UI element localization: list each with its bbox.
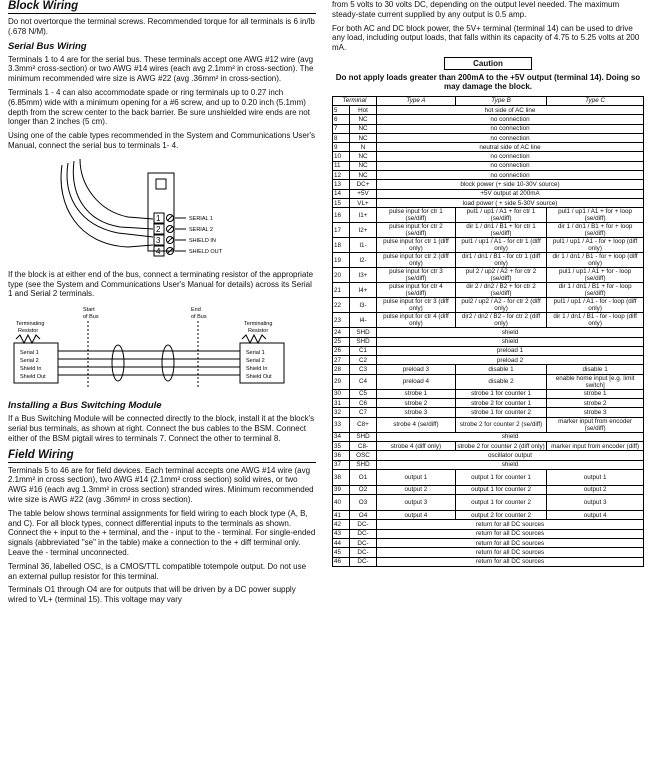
term-num-4: 4 <box>156 246 161 256</box>
table-row <box>333 313 644 328</box>
block-wiring-text: Do not overtorque the terminal screws. Recommended torque for all terminals is 6 in/lb (.678 N/M). <box>8 17 315 36</box>
header-terminal: Terminal <box>333 96 377 105</box>
table-row <box>333 441 644 450</box>
table-row <box>333 124 644 133</box>
left-column <box>8 0 316 609</box>
terminal-label: I2+ <box>350 223 377 238</box>
terminal-number: 28 <box>333 365 350 374</box>
terminal-label: OSC <box>350 451 377 460</box>
terminal-label: NC <box>350 133 377 142</box>
right-term-serial2: Serial 2 <box>246 358 265 365</box>
terminal-label: C3 <box>350 365 377 374</box>
type-b-cell: pul 2 / up2 / A2 + for ctr 2 (se/diff) <box>455 268 546 283</box>
terminal-number: 43 <box>333 529 350 538</box>
header-type-b: Type B <box>455 96 546 105</box>
type-c-cell: marker input from encoder (se/diff) <box>547 417 644 432</box>
resistor-right-icon <box>242 335 266 343</box>
terminal-label: I3- <box>350 298 377 313</box>
terminal-number: 32 <box>333 408 350 417</box>
type-b-cell: output 1 for counter 2 <box>455 495 546 511</box>
term-label-shield-out: SHIELD OUT <box>189 248 223 255</box>
type-b-cell: disable 1 <box>455 365 546 374</box>
bus-switching-text: If a Bus Switching Module will be connected directly to the block, install it at the block's serial bus terminals, as shown at right. Connect the bus cables to the BSM. Connect either of the BSM pigtail wires to terminals 7. Connect the other to terminal 8. <box>8 414 315 443</box>
table-row <box>333 238 644 253</box>
left-term-serial2: Serial 2 <box>20 358 39 365</box>
terminal-function: return for all DC sources <box>377 539 644 548</box>
terminal-number: 42 <box>333 520 350 529</box>
table-row <box>333 529 644 538</box>
type-b-cell: strobe 2 for counter 2 (diff only) <box>457 442 545 450</box>
type-b-cell: dir1 / dn1 / B1 - for ctr 1 (diff only) <box>455 253 546 268</box>
terminal-label: C1 <box>350 346 377 355</box>
voltage-text: from 5 volts to 30 volts DC, depending on the output level needed. The maximum steady-state current supplied by any output is 0.5 amp. <box>332 0 620 19</box>
type-a-cell: output 1 <box>377 469 456 485</box>
table-row <box>333 417 644 432</box>
left-term-shield-in: Shield In <box>20 366 42 373</box>
type-b-cell: pul1 / up1 / A1 + for ctr 1 (se/diff) <box>455 208 546 223</box>
terminal-label: C8+ <box>350 417 377 432</box>
term-num-3: 3 <box>156 235 161 245</box>
terminal-number: 15 <box>333 198 350 207</box>
terminal-number: 10 <box>333 152 350 161</box>
type-c-cell: dir 1 / dn1 / B1 - for + loop (diff only) <box>547 253 644 268</box>
terminal-function: no connection <box>377 171 644 180</box>
type-c-cell: strobe 2 <box>547 399 644 408</box>
type-c-cell: dir 1 / dn1 / B1 + for - loop (se/diff) <box>547 283 644 298</box>
header-type-a: Type A <box>377 96 456 105</box>
terminal-label: SHD <box>350 328 377 337</box>
type-b-cell: disable 2 <box>455 374 546 389</box>
right-term-shield-in: Shield In <box>246 366 268 373</box>
terminal-number: 6 <box>333 115 350 124</box>
bus-termination-diagram <box>8 303 316 397</box>
terminal-number: 29 <box>333 374 350 389</box>
type-c-cell: dir 1 / dn1 / B1 - for - loop (diff only) <box>547 313 644 328</box>
block-wiring-heading: Block Wiring <box>8 0 316 14</box>
type-c-cell: pul1 / up1 / A1 - for - loop (diff only) <box>547 298 644 313</box>
terminal-label: O3 <box>350 495 377 511</box>
terminal-function: load power ( + side 5-30V source) <box>377 198 644 207</box>
type-b-cell: strobe 1 for counter 2 <box>455 408 546 417</box>
terminal-label: DC- <box>350 520 377 529</box>
field-wiring-text-2: The table below shows terminal assignments for field wiring to each block type (A, B, and C). For all block types, connect differential inputs to the terminals as shown. Connect the + input to the + terminal, and the - input to the - terminal. For single-ended signals (abbreviated "se" in the table) make a connection to the + diff terminal only. Leave the - terminal unconnected. <box>8 508 316 557</box>
table-row <box>333 365 644 374</box>
header-type-c: Type C <box>547 96 644 105</box>
table-row <box>333 511 644 520</box>
term-num-1: 1 <box>156 213 161 223</box>
terminal-label: DC+ <box>350 180 377 189</box>
terminating-text: If the block is at either end of the bus, connect a terminating resistor of the appropriate type (see the System and Communications User's Manual for details) across its Serial 1 and Serial 2 terminals. <box>8 269 314 299</box>
type-b-cell: strobe 2 for counter 2 (se/diff) <box>455 417 546 432</box>
terminal-label: NC <box>350 115 377 124</box>
table-row <box>333 548 644 557</box>
terminal-number: 24 <box>333 328 350 337</box>
right-term-serial1: Serial 1 <box>246 350 265 357</box>
caution-box: Caution <box>444 57 532 70</box>
table-row <box>333 298 644 313</box>
type-c-cell: strobe 1 <box>547 389 644 398</box>
terminal-label: O2 <box>350 485 377 494</box>
end-label-1: End <box>191 307 201 314</box>
terminal-label: C5 <box>350 389 377 398</box>
terminal-label: SHD <box>350 460 377 469</box>
table-row <box>333 198 644 207</box>
table-row <box>333 451 644 460</box>
table-row <box>333 520 644 529</box>
term-label-shield-in: SHIELD IN <box>189 237 216 244</box>
terminal-label: NC <box>350 161 377 170</box>
terminal-function: preload 1 <box>377 346 644 355</box>
end-label-2: of Bus <box>191 314 207 321</box>
terminal-label: Hot <box>350 105 377 114</box>
terminal-label: O1 <box>350 469 377 485</box>
terminal-label: DC- <box>350 557 377 566</box>
type-b-cell: output 1 for counter 2 <box>455 485 546 494</box>
type-a-cell: strobe 4 (diff only) <box>377 441 456 450</box>
terminal-number: 23 <box>333 313 350 328</box>
table-row <box>333 399 644 408</box>
table-row <box>333 408 644 417</box>
field-wiring-heading: Field Wiring <box>8 449 316 463</box>
terminal-label: DC- <box>350 539 377 548</box>
table-row <box>333 143 644 152</box>
terminal-label: C8- <box>350 441 377 450</box>
terminal-function: hot side of AC line <box>377 105 644 114</box>
terminal-number: 9 <box>333 143 350 152</box>
term-label-serial2: SERIAL 2 <box>189 226 213 233</box>
terminal-function: no connection <box>377 152 644 161</box>
terminal-function: shield <box>377 432 644 441</box>
terminal-label: C2 <box>350 356 377 365</box>
terminal-function: no connection <box>377 161 644 170</box>
terminal-label: O4 <box>350 511 377 520</box>
terminal-label: I4+ <box>350 283 377 298</box>
terminal-number: 14 <box>333 189 350 198</box>
table-row <box>333 389 644 398</box>
terminal-number: 25 <box>333 337 350 346</box>
terminal-number: 18 <box>333 238 350 253</box>
type-c-cell: enable home input [e.g. limit switch] <box>547 374 644 389</box>
type-a-cell: strobe 3 <box>377 408 456 417</box>
table-row <box>333 283 644 298</box>
type-a-cell: preload 4 <box>377 374 456 389</box>
serial-bus-heading: Serial Bus Wiring <box>8 40 87 52</box>
table-row <box>333 268 644 283</box>
terminal-number: 17 <box>333 223 350 238</box>
table-row <box>333 539 644 548</box>
terminal-number: 27 <box>333 356 350 365</box>
table-row <box>333 152 644 161</box>
terminal-number: 45 <box>333 548 350 557</box>
type-c-cell: disable 1 <box>547 365 644 374</box>
terminal-function: shield <box>377 328 644 337</box>
terminal-number: 21 <box>333 283 350 298</box>
field-wiring-text-3: Terminal 36, labelled OSC, is a CMOS/TTL compatible totempole output. Do not use an external pullup resistor for this terminal. <box>8 561 307 581</box>
table-row <box>333 105 644 114</box>
resistor-label-right-2: Resistor <box>248 328 269 335</box>
screw-icons <box>167 214 174 254</box>
terminal-wiring-diagram <box>8 155 316 267</box>
type-a-cell: pulse input for ctr 2 (se/diff) <box>377 223 456 238</box>
type-a-cell: pulse input for ctr 1 (se/diff) <box>377 208 456 223</box>
serial-bus-text-3: Using one of the cable types recommended in the System and Communications User's Manual, connect the serial bus to terminals 1- 4. <box>8 131 316 150</box>
type-a-cell: output 3 <box>377 495 456 511</box>
terminal-label: I4- <box>350 313 377 328</box>
type-c-cell: marker input from encoder (diff) <box>547 441 644 450</box>
type-c-cell: output 4 <box>547 511 644 520</box>
table-row <box>333 356 644 365</box>
terminal-number: 30 <box>333 389 350 398</box>
terminal-label: VL+ <box>350 198 377 207</box>
terminal-number: 22 <box>333 298 350 313</box>
start-label-2: of Bus <box>83 314 99 321</box>
terminal-function: oscillator output <box>377 451 644 460</box>
type-a-cell: pulse input for ctr 1 (diff only) <box>377 238 456 253</box>
table-row <box>333 460 644 469</box>
terminal-number: 8 <box>333 133 350 142</box>
type-a-cell: pulse input for ctr 3 (se/diff) <box>377 268 456 283</box>
table-row <box>333 328 644 337</box>
type-c-cell: strobe 3 <box>547 408 644 417</box>
terminal-label: SHD <box>350 432 377 441</box>
serial-bus-text-1: Terminals 1 to 4 are for the serial bus. These terminals accept one AWG #12 wire (avg 3.3mm² cross-section) or two AWG #14 wires (each avg 2.1mm² in cross-section). The minimum recommended wire size is AWG #22 (avg .36mm² in cross-section). <box>8 54 314 84</box>
table-row <box>333 253 644 268</box>
terminal-function: preload 2 <box>377 356 644 365</box>
type-b-cell: pul2 / up2 / A2 - for ctr 2 (diff only) <box>455 298 546 313</box>
table-row <box>333 161 644 170</box>
terminal-number: 37 <box>333 460 350 469</box>
terminal-label: C4 <box>350 374 377 389</box>
type-c-cell: output 2 <box>547 485 644 494</box>
terminal-number: 5 <box>333 105 350 114</box>
type-a-cell: pulse input for ctr 2 (diff only) <box>377 253 456 268</box>
terminal-function: return for all DC sources <box>377 548 644 557</box>
table-row <box>333 346 644 355</box>
table-row <box>333 557 644 566</box>
terminal-label: I1+ <box>350 208 377 223</box>
warning-text: Do not apply loads greater than 200mA to the +5V output (terminal 14). Doing so may damage the block. <box>335 72 641 92</box>
terminal-number: 16 <box>333 208 350 223</box>
type-b-cell: dir2 / dn2 / B2 - for ctr 2 (diff only) <box>455 313 546 328</box>
terminal-assignment-table <box>332 96 644 567</box>
type-b-cell: pul1 / up1 / A1 - for ctr 1 (diff only) <box>455 238 546 253</box>
type-a-cell: strobe 1 <box>377 389 456 398</box>
type-c-cell: dir 1 / dn1 / B1 + for + loop (se/diff) <box>547 223 644 238</box>
terminal-label: I3+ <box>350 268 377 283</box>
terminal-number: 33 <box>333 417 350 432</box>
table-row <box>333 485 644 494</box>
terminal-label: NC <box>350 152 377 161</box>
type-a-cell: pulse input for ctr 4 (se/diff) <box>377 283 456 298</box>
terminal-function: no connection <box>377 133 644 142</box>
terminal-function: return for all DC sources <box>377 520 644 529</box>
type-a-cell: pulse input for ctr 3 (diff only) <box>377 298 456 313</box>
terminal-function: return for all DC sources <box>377 557 644 566</box>
table-row <box>333 208 644 223</box>
type-b-cell: output 1 for counter 1 <box>455 469 546 485</box>
resistor-left-icon <box>16 335 40 343</box>
terminal-number: 34 <box>333 432 350 441</box>
resistor-label-left-2: Resistor <box>18 328 39 335</box>
right-term-shield-out: Shield Out <box>246 374 272 381</box>
bus-switching-heading: Installing a Bus Switching Module <box>8 400 162 412</box>
terminal-number: 39 <box>333 485 350 494</box>
type-a-cell: preload 3 <box>377 365 456 374</box>
field-wiring-text-4: Terminals O1 through O4 are for outputs that will be driven by a DC power supply wired to VL+ (terminal 15). This voltage may vary <box>8 585 296 605</box>
type-b-cell: output 2 for counter 2 <box>455 511 546 520</box>
terminal-number: 41 <box>333 511 350 520</box>
terminal-function: no connection <box>377 124 644 133</box>
type-a-cell: strobe 2 <box>377 399 456 408</box>
start-label-1: Start <box>83 307 95 314</box>
table-header-row <box>333 96 644 105</box>
terminal-label: NC <box>350 171 377 180</box>
terminal-function: block power (+ side 10-30V source) <box>377 180 644 189</box>
terminal-label: C7 <box>350 408 377 417</box>
type-c-cell: pul1 / up1 / A1 - for + loop (diff only) <box>547 238 644 253</box>
terminal-number: 26 <box>333 346 350 355</box>
terminal-numbers <box>154 213 164 256</box>
terminal-label: C6 <box>350 399 377 408</box>
terminal-number: 44 <box>333 539 350 548</box>
type-b-cell: strobe 1 for counter 1 <box>455 389 546 398</box>
type-b-cell: strobe 2 for counter 1 <box>455 399 546 408</box>
terminal-label: DC- <box>350 548 377 557</box>
resistor-label-right-1: Terminating <box>244 321 273 328</box>
terminal-function: shield <box>377 337 644 346</box>
terminal-function: return for all DC sources <box>377 529 644 538</box>
terminal-label: N <box>350 143 377 152</box>
left-term-serial1: Serial 1 <box>20 350 39 357</box>
terminal-number: 40 <box>333 495 350 511</box>
table-row <box>333 189 644 198</box>
terminal-number: 36 <box>333 451 350 460</box>
terminal-function: neutral side of AC line <box>377 143 644 152</box>
terminal-number: 11 <box>333 161 350 170</box>
terminal-number: 19 <box>333 253 350 268</box>
table-row <box>333 133 644 142</box>
terminal-label: I1- <box>350 238 377 253</box>
table-row <box>333 469 644 485</box>
terminal-number: 7 <box>333 124 350 133</box>
table-row <box>333 180 644 189</box>
field-wiring-text-1: Terminals 5 to 46 are for field devices. Each terminal accepts one AWG #14 wire (avg 2.1mm² in cross section), two AWG #14 (2.1mm² cross section) solid wires, or two AWG #16 (each avg 1.3mm² in cross section) stranded wires. Minimum recommended wire size is AWG #22 (avg .36mm² in cross section). <box>8 465 314 504</box>
terminal-label: SHD <box>350 337 377 346</box>
term-label-serial1: SERIAL 1 <box>189 215 213 222</box>
type-a-cell: output 2 <box>377 485 456 494</box>
terminal-label: I2- <box>350 253 377 268</box>
table-body <box>333 105 644 566</box>
left-term-shield-out: Shield Out <box>20 374 46 381</box>
terminal-function: no connection <box>377 115 644 124</box>
table-row <box>333 374 644 389</box>
terminal-label: +5V <box>350 189 377 198</box>
type-a-cell: pulse input for ctr 4 (diff only) <box>377 313 456 328</box>
right-column <box>332 0 644 567</box>
table-row <box>333 171 644 180</box>
type-a-cell: output 4 <box>377 511 456 520</box>
power-text: For both AC and DC block power, the 5V+ terminal (terminal 14) can be used to drive any load, including output loads, that falls within its capacity of 4.75 to 5.25 volts at 200 mA. <box>332 23 640 53</box>
type-c-cell: pul1 / up1 / A1 + for + loop (se/diff) <box>547 208 644 223</box>
terminal-label: NC <box>350 124 377 133</box>
type-b-cell: dir 1 / dn1 / B1 + for ctr 1 (se/diff) <box>455 223 546 238</box>
serial-bus-text-2: Terminals 1 - 4 can also accommodate spade or ring terminals up to 0.27 inch (6.85mm) wide with a minimum opening for a #6 screw, and up to 0.20 inch (5.1mm) depth from the screw center to the back barrier. Be sure unshielded wire ends are not longer than 2 inches (5 cm). <box>8 87 310 127</box>
terminal-number: 46 <box>333 557 350 566</box>
terminal-function: +5V output at 200mA <box>377 189 644 198</box>
terminal-label: DC- <box>350 529 377 538</box>
terminal-number: 20 <box>333 268 350 283</box>
type-c-cell: output 3 <box>547 495 644 511</box>
terminal-function: shield <box>377 460 644 469</box>
terminal-number: 13 <box>333 180 350 189</box>
table-row <box>333 337 644 346</box>
table-row <box>333 495 644 511</box>
resistor-label-left-1: Terminating <box>16 321 45 328</box>
terminal-number: 38 <box>333 469 350 485</box>
table-row <box>333 223 644 238</box>
table-row <box>333 115 644 124</box>
type-b-cell: dir 2 / dn2 / B2 + for ctr 2 (se/diff) <box>455 283 546 298</box>
term-num-2: 2 <box>156 224 161 234</box>
table-row <box>333 432 644 441</box>
type-a-cell: strobe 4 (se/diff) <box>377 417 456 432</box>
terminal-number: 12 <box>333 171 350 180</box>
type-c-cell: pul1 / up1 / A1 + for - loop (se/diff) <box>547 268 644 283</box>
type-c-cell: output 1 <box>547 469 644 485</box>
terminal-number: 31 <box>333 399 350 408</box>
terminal-number: 35 <box>333 441 350 450</box>
